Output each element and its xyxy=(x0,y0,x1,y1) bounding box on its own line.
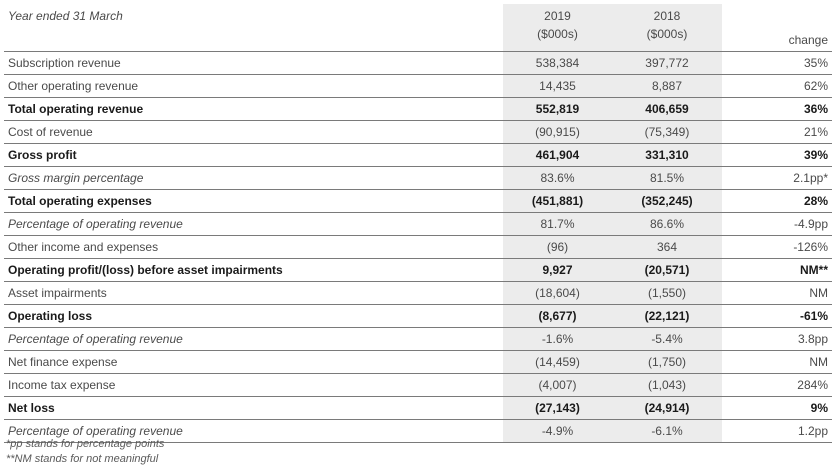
value-change: -126% xyxy=(722,236,832,259)
value-change: 35% xyxy=(722,52,832,75)
value-change: 284% xyxy=(722,374,832,397)
value-2018: 331,310 xyxy=(612,144,722,167)
value-2019: -4.9% xyxy=(503,420,612,443)
table-row xyxy=(4,52,832,75)
value-2019: 14,435 xyxy=(503,75,612,98)
table-row xyxy=(4,144,832,167)
value-2018: -5.4% xyxy=(612,328,722,351)
row-label: Subscription revenue xyxy=(4,52,503,75)
value-2018: (1,043) xyxy=(612,374,722,397)
value-change: 1.2pp xyxy=(722,420,832,443)
value-2019: -1.6% xyxy=(503,328,612,351)
value-2019: 538,384 xyxy=(503,52,612,75)
column-2018-year: 2018 xyxy=(653,9,681,23)
table-row xyxy=(4,282,832,305)
footnotes xyxy=(6,437,164,467)
row-label: Gross profit xyxy=(4,144,503,167)
value-change: 21% xyxy=(722,121,832,144)
table-row xyxy=(4,98,832,121)
row-label: Percentage of operating revenue xyxy=(4,420,503,443)
income-statement-table xyxy=(4,4,832,443)
row-label: Net loss xyxy=(4,397,503,420)
value-2019: 9,927 xyxy=(503,259,612,282)
value-change: NM xyxy=(722,282,832,305)
footnote-pp: *pp stands for percentage points xyxy=(6,438,165,450)
value-2018: 8,887 xyxy=(612,75,722,98)
value-2018: (75,349) xyxy=(612,121,722,144)
footnote-nm: **NM stands for not meaningful xyxy=(6,453,159,465)
value-change: 39% xyxy=(722,144,832,167)
column-2019-year: 2019 xyxy=(544,9,571,23)
value-2019: (90,915) xyxy=(503,121,612,144)
value-2019: (18,604) xyxy=(503,282,612,305)
column-header-2019 xyxy=(503,4,612,52)
table-row xyxy=(4,167,832,190)
value-change: 36% xyxy=(722,98,832,121)
period-label: Year ended 31 March xyxy=(4,4,503,52)
column-2019-unit: ($000s) xyxy=(537,27,578,41)
value-change: 62% xyxy=(722,75,832,98)
table-row xyxy=(4,351,832,374)
value-2018: 397,772 xyxy=(612,52,722,75)
value-2019: (4,007) xyxy=(503,374,612,397)
value-2018: 81.5% xyxy=(612,167,722,190)
value-change: 28% xyxy=(722,190,832,213)
table-row xyxy=(4,397,832,420)
value-change: 9% xyxy=(722,397,832,420)
table-row xyxy=(4,121,832,144)
value-2019: 552,819 xyxy=(503,98,612,121)
value-2018: (20,571) xyxy=(612,259,722,282)
table-row xyxy=(4,213,832,236)
value-2018: (352,245) xyxy=(612,190,722,213)
row-label: Total operating expenses xyxy=(4,190,503,213)
row-label: Operating loss xyxy=(4,305,503,328)
value-2019: 81.7% xyxy=(503,213,612,236)
row-label: Gross margin percentage xyxy=(4,167,503,190)
row-label: Other income and expenses xyxy=(4,236,503,259)
table-row xyxy=(4,328,832,351)
column-header-2018 xyxy=(612,4,722,52)
value-2019: (14,459) xyxy=(503,351,612,374)
row-label: Operating profit/(loss) before asset impairments xyxy=(4,259,503,282)
row-label: Cost of revenue xyxy=(4,121,503,144)
value-2018: -6.1% xyxy=(612,420,722,443)
table-row xyxy=(4,259,832,282)
value-2019: 461,904 xyxy=(503,144,612,167)
row-label: Other operating revenue xyxy=(4,75,503,98)
value-2018: (24,914) xyxy=(612,397,722,420)
value-change: NM** xyxy=(722,259,832,282)
value-change: -4.9pp xyxy=(722,213,832,236)
table-row xyxy=(4,236,832,259)
value-change: 3.8pp xyxy=(722,328,832,351)
value-2019: 83.6% xyxy=(503,167,612,190)
value-2018: 364 xyxy=(612,236,722,259)
row-label: Income tax expense xyxy=(4,374,503,397)
row-label: Total operating revenue xyxy=(4,98,503,121)
table-row xyxy=(4,305,832,328)
column-header-change: change xyxy=(722,4,832,52)
value-2019: (451,881) xyxy=(503,190,612,213)
header-row xyxy=(4,4,832,52)
table-row xyxy=(4,190,832,213)
row-label: Percentage of operating revenue xyxy=(4,213,503,236)
table-header xyxy=(4,4,832,52)
value-2018: (22,121) xyxy=(612,305,722,328)
value-2019: (96) xyxy=(503,236,612,259)
column-2018-unit: ($000s) xyxy=(646,27,688,41)
value-change: NM xyxy=(722,351,832,374)
row-label: Percentage of operating revenue xyxy=(4,328,503,351)
value-2018: 86.6% xyxy=(612,213,722,236)
value-2018: (1,750) xyxy=(612,351,722,374)
value-2019: (27,143) xyxy=(503,397,612,420)
table-row xyxy=(4,374,832,397)
table-row xyxy=(4,75,832,98)
value-2018: 406,659 xyxy=(612,98,722,121)
value-change: -61% xyxy=(722,305,832,328)
value-2018: (1,550) xyxy=(612,282,722,305)
row-label: Net finance expense xyxy=(4,351,503,374)
value-change: 2.1pp* xyxy=(722,167,832,190)
value-2019: (8,677) xyxy=(503,305,612,328)
row-label: Asset impairments xyxy=(4,282,503,305)
table-body xyxy=(4,52,832,443)
